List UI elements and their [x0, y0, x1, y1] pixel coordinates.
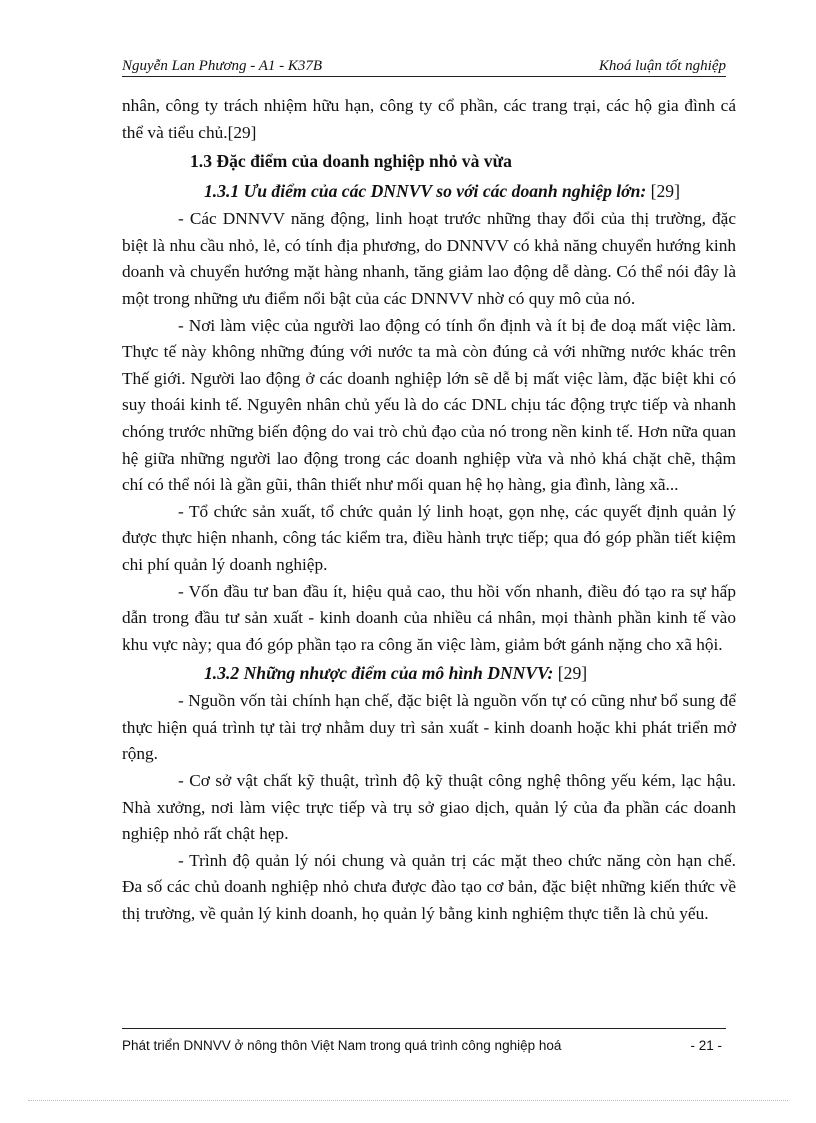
- citation: [29]: [557, 663, 588, 684]
- subsection-heading-advantages: [204, 176, 736, 206]
- footer-title: Phát triển DNNVV ở nông thôn Việt Nam trong quá trình công nghiệp hoá: [122, 1038, 562, 1053]
- paragraph: - Tổ chức sản xuất, tổ chức quản lý linh hoạt, gọn nhẹ, các quyết định quản lý được thực hiện nhanh, công tác kiểm tra, điều hành trực tiếp; qua đó góp phần tiết kiệm chi phí quản lý doanh nghiệp.: [122, 501, 736, 574]
- intro-paragraph: nhân, công ty trách nhiệm hữu hạn, công ty cổ phần, các trang trại, các hộ gia đình cá thể và tiểu chủ.[29]: [122, 96, 736, 142]
- subsection-heading-disadvantages: [204, 658, 736, 688]
- page-header: [122, 56, 726, 76]
- paragraph: - Nguồn vốn tài chính hạn chế, đặc biệt là nguồn vốn tự có cũng như bổ sung để thực hiện quá trình tự tài trợ nhằm duy trì sản xuất - kinh doanh hoặc khi phát triển mở rộng.: [122, 691, 736, 764]
- page-edge-divider: [28, 1100, 788, 1101]
- paragraph: - Các DNNVV năng động, linh hoạt trước những thay đổi của thị trường, đặc biệt là nhu cầu nhỏ, lẻ, có tính địa phương, do DNNVV có khả năng chuyển hướng kinh doanh và chuyển hướng mặt hàng nhanh, tăng giảm lao động dễ dàng. Có thể nói đây là một trong những ưu điểm nổi bật của các DNNVV nhờ có quy mô của nó.: [122, 209, 736, 308]
- citation: [29]: [650, 181, 680, 202]
- header-divider: [122, 76, 726, 77]
- paragraph: - Cơ sở vật chất kỹ thuật, trình độ kỹ thuật công nghệ thông yếu kém, lạc hậu. Nhà xưởng, nơi làm việc trực tiếp và trụ sở giao dịch, quản lý của đa phần các doanh nghiệp nhỏ rất chật hẹp.: [122, 771, 736, 844]
- footer-divider: [122, 1028, 726, 1029]
- page-body: [122, 93, 736, 928]
- header-author: Nguyễn Lan Phương - A1 - K37B: [122, 58, 323, 74]
- page-number: - 21 -: [690, 1038, 722, 1053]
- paragraph: - Vốn đầu tư ban đầu ít, hiệu quả cao, thu hồi vốn nhanh, điều đó tạo ra sự hấp dẫn trong đầu tư sản xuất - kinh doanh của nhiều cá nhân, mọi thành phần kinh tế vào khu vực này; qua đó góp phần tạo ra công ăn việc làm, giảm bớt gánh nặng cho xã hội.: [122, 581, 736, 654]
- subsection-title: 1.3.1 Ưu điểm của các DNNVV so với các doanh nghiệp lớn:: [204, 181, 647, 202]
- section-heading: 1.3 Đặc điểm của doanh nghiệp nhỏ và vừa: [190, 151, 512, 172]
- header-doc-type: Khoá luận tốt nghiệp: [598, 58, 726, 74]
- subsection-title: 1.3.2 Những nhược điểm của mô hình DNNVV:: [204, 663, 554, 684]
- paragraph: - Trình độ quản lý nói chung và quản trị các mặt theo chức năng còn hạn chế. Đa số các chủ doanh nghiệp nhỏ chưa được đào tạo cơ bản, đặc biệt những kiến thức về thị trường, về quản lý kinh doanh, họ quản lý bằng kinh nghiệm thực tiễn là chủ yếu.: [122, 850, 736, 924]
- paragraph: - Nơi làm việc của người lao động có tính ổn định và ít bị đe doạ mất việc làm. Thực tế này không những đúng với nước ta mà còn đúng cả với những nước khác trên Thế giới. Người lao động ở các doanh nghiệp lớn sẽ dễ bị mất việc làm, đặc biệt khi có suy thoái kinh tế. Nguyên nhân chủ yếu là do các DNL chịu tác động trực tiếp và nhanh chóng trước những biến động do vai trò chủ đạo của nó trong nền kinh tế. Hơn nữa quan hệ giữa những người lao động trong các doanh nghiệp vừa và nhỏ khá chặt chẽ, thậm chí có thể nói là gần gũi, thân thiết như mối quan hệ họ hàng, gia đình, làng xã...: [122, 315, 736, 495]
